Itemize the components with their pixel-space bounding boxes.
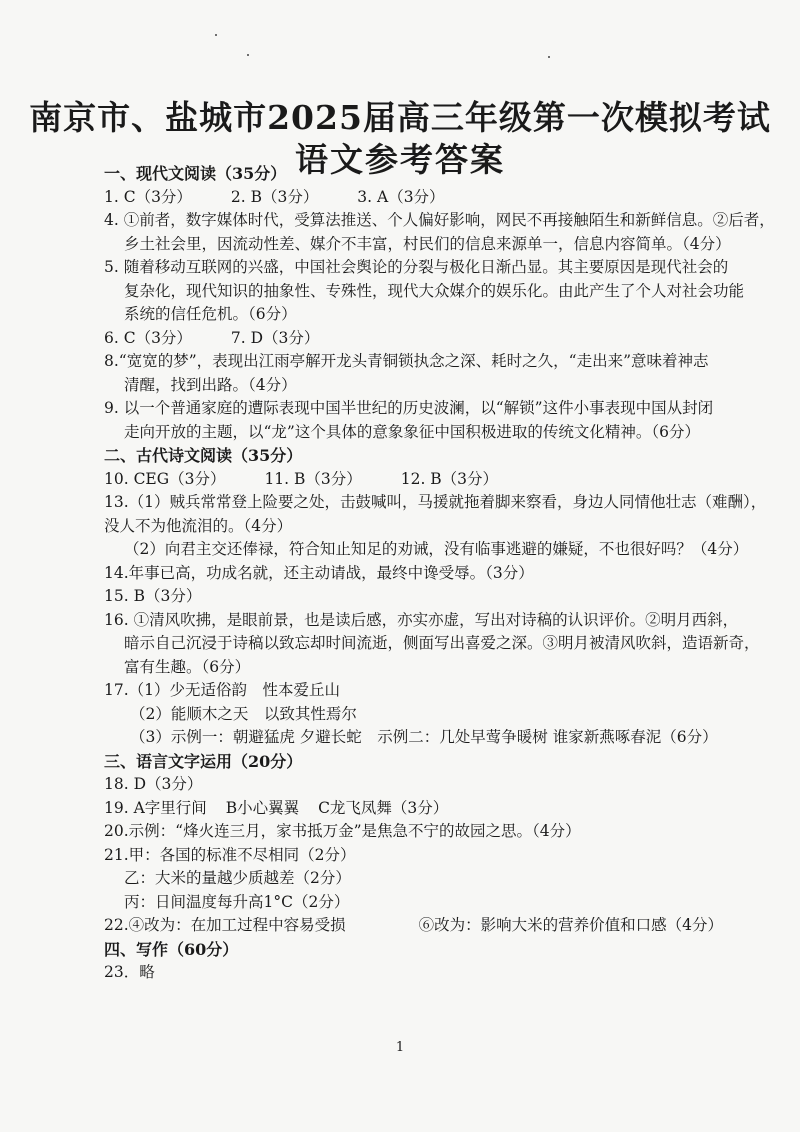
- answer-q19-a: 19. A字里行间: [104, 798, 207, 817]
- answer-q23: 23．略: [104, 963, 155, 981]
- answer-q17-2: （2）能顺木之天 以致其性焉尔: [130, 704, 357, 723]
- answer-q8-line1: 8.“宽宽的梦”，表现出江雨亭解开龙头青铜锁执念之深、耗时之久，“走出来”意味着神志: [104, 352, 709, 370]
- answer-q4-line2: 乡土社会里，因流动性差、媒介不丰富，村民们的信息来源单一，信息内容简单。（4分）: [124, 234, 731, 253]
- answer-q21-a: 21.甲：各国的标准不尽相同（2分）: [104, 845, 356, 864]
- answer-q19: [104, 797, 744, 821]
- scan-speck: [215, 34, 217, 36]
- answer-q17-3: （3）示例一：朝避猛虎 夕避长蛇 示例二：几处早莺争暖树 谁家新燕啄春泥（6分）: [130, 728, 718, 746]
- answer-q16-line2: 暗示自己沉浸于诗稿以致忘却时间流逝，侧面写出喜爱之深。③明月被清风吹斜，造语新奇，: [124, 634, 760, 652]
- answer-row-10-12: [104, 468, 744, 492]
- answer-q7: 7. D（3分）: [230, 328, 320, 347]
- scan-speck: [247, 54, 249, 56]
- answer-q5-line3: 系统的信任危机。（6分）: [124, 305, 297, 323]
- section-heading-4: 四、写作（60分）: [104, 939, 239, 959]
- page-number: 1: [395, 1040, 405, 1055]
- answer-q19-b: B小心翼翼: [225, 798, 300, 817]
- scan-speck: [548, 56, 550, 58]
- answer-row-6-7: [104, 327, 744, 351]
- answer-q13-1-line2: 没人不为他流泪的。（4分）: [104, 516, 293, 535]
- answer-q13-2: （2）向君主交还俸禄，符合知止知足的劝诫，没有临事逃避的嫌疑，不也很好吗？（4分）: [124, 540, 749, 558]
- answer-q12: 12. B（3分）: [400, 469, 499, 488]
- answer-q6: 6. C（3分）: [104, 328, 192, 347]
- section-heading-1: 一、现代文阅读（35分）: [104, 164, 287, 183]
- answer-q19-c: C龙飞凤舞（3分）: [318, 798, 449, 817]
- document-title: 南京市、盐城市2025届高三年级第一次模拟考试: [29, 98, 771, 137]
- answer-q5-line2: 复杂化，现代知识的抽象性、专殊性，现代大众媒介的娱乐化。由此产生了个人对社会功能: [124, 281, 745, 300]
- answer-q18: 18. D（3分）: [104, 775, 203, 793]
- answer-q16-line1: 16. ①清风吹拂，是眼前景，也是读后感，亦实亦虚，写出对诗稿的认识评价。②明月西斜，: [104, 610, 739, 629]
- answer-q3: 3. A（3分）: [357, 187, 445, 206]
- answer-q15: 15. B（3分）: [104, 587, 202, 605]
- section-heading-3: 三、语言文字运用（20分）: [104, 751, 303, 771]
- answer-q5-line1: 5. 随着移动互联网的兴盛，中国社会舆论的分裂与极化日渐凸显。其主要原因是现代社会的: [104, 258, 729, 276]
- answer-q10: 10. CEG（3分）: [104, 469, 226, 488]
- answer-q17-1: 17.（1）少无适俗韵 性本爱丘山: [104, 681, 341, 699]
- answer-q1: 1. C（3分）: [104, 187, 192, 206]
- answer-q8-line2: 清醒，找到出路。（4分）: [124, 375, 297, 394]
- answer-q20: 20.示例：“烽火连三月，家书抵万金”是焦急不宁的故园之思。（4分）: [104, 822, 581, 840]
- answer-q21-b: 乙：大米的量越少质越差（2分）: [124, 869, 351, 887]
- answer-q11: 11. B（3分）: [264, 469, 362, 488]
- answer-q9-line1: 9. 以一个普通家庭的遭际表现中国半世纪的历史波澜，以“解锁”这件小事表现中国从封闭: [104, 399, 714, 417]
- section-heading-2: 二、古代诗文阅读（35分）: [104, 446, 303, 465]
- answer-q14: 14.年事已高，功成名就，还主动请战，最终中谗受辱。（3分）: [104, 563, 534, 582]
- answer-q22-b: ⑥改为：影响大米的营养价值和口感（4分）: [418, 916, 723, 934]
- answer-q9-line2: 走向开放的主题，以“龙”这个具体的意象象征中国积极进取的传统文化精神。（6分）: [124, 422, 700, 441]
- answer-content: [104, 162, 775, 985]
- answer-q2: 2. B（3分）: [230, 187, 319, 206]
- answer-q21-c: 丙：日间温度每升高1°C（2分）: [124, 892, 350, 911]
- document-subtitle: 语文参考答案: [295, 140, 505, 179]
- answer-q22-a: 22.④改为：在加工过程中容易受损: [104, 916, 346, 934]
- answer-q22: [104, 914, 744, 938]
- answer-q13-1-line1: 13.（1）贼兵常常登上险要之处，击鼓喊叫，马援就拖着脚来察看，身边人同情他壮志（难酬），: [104, 493, 767, 511]
- answer-q4-line1: 4. ①前者，数字媒体时代，受算法推送、个人偏好影响，网民不再接触陌生和新鲜信息。②后者，: [104, 211, 775, 229]
- answer-row-1-3: [104, 186, 744, 210]
- answer-q16-line3: 富有生趣。（6分）: [124, 657, 251, 676]
